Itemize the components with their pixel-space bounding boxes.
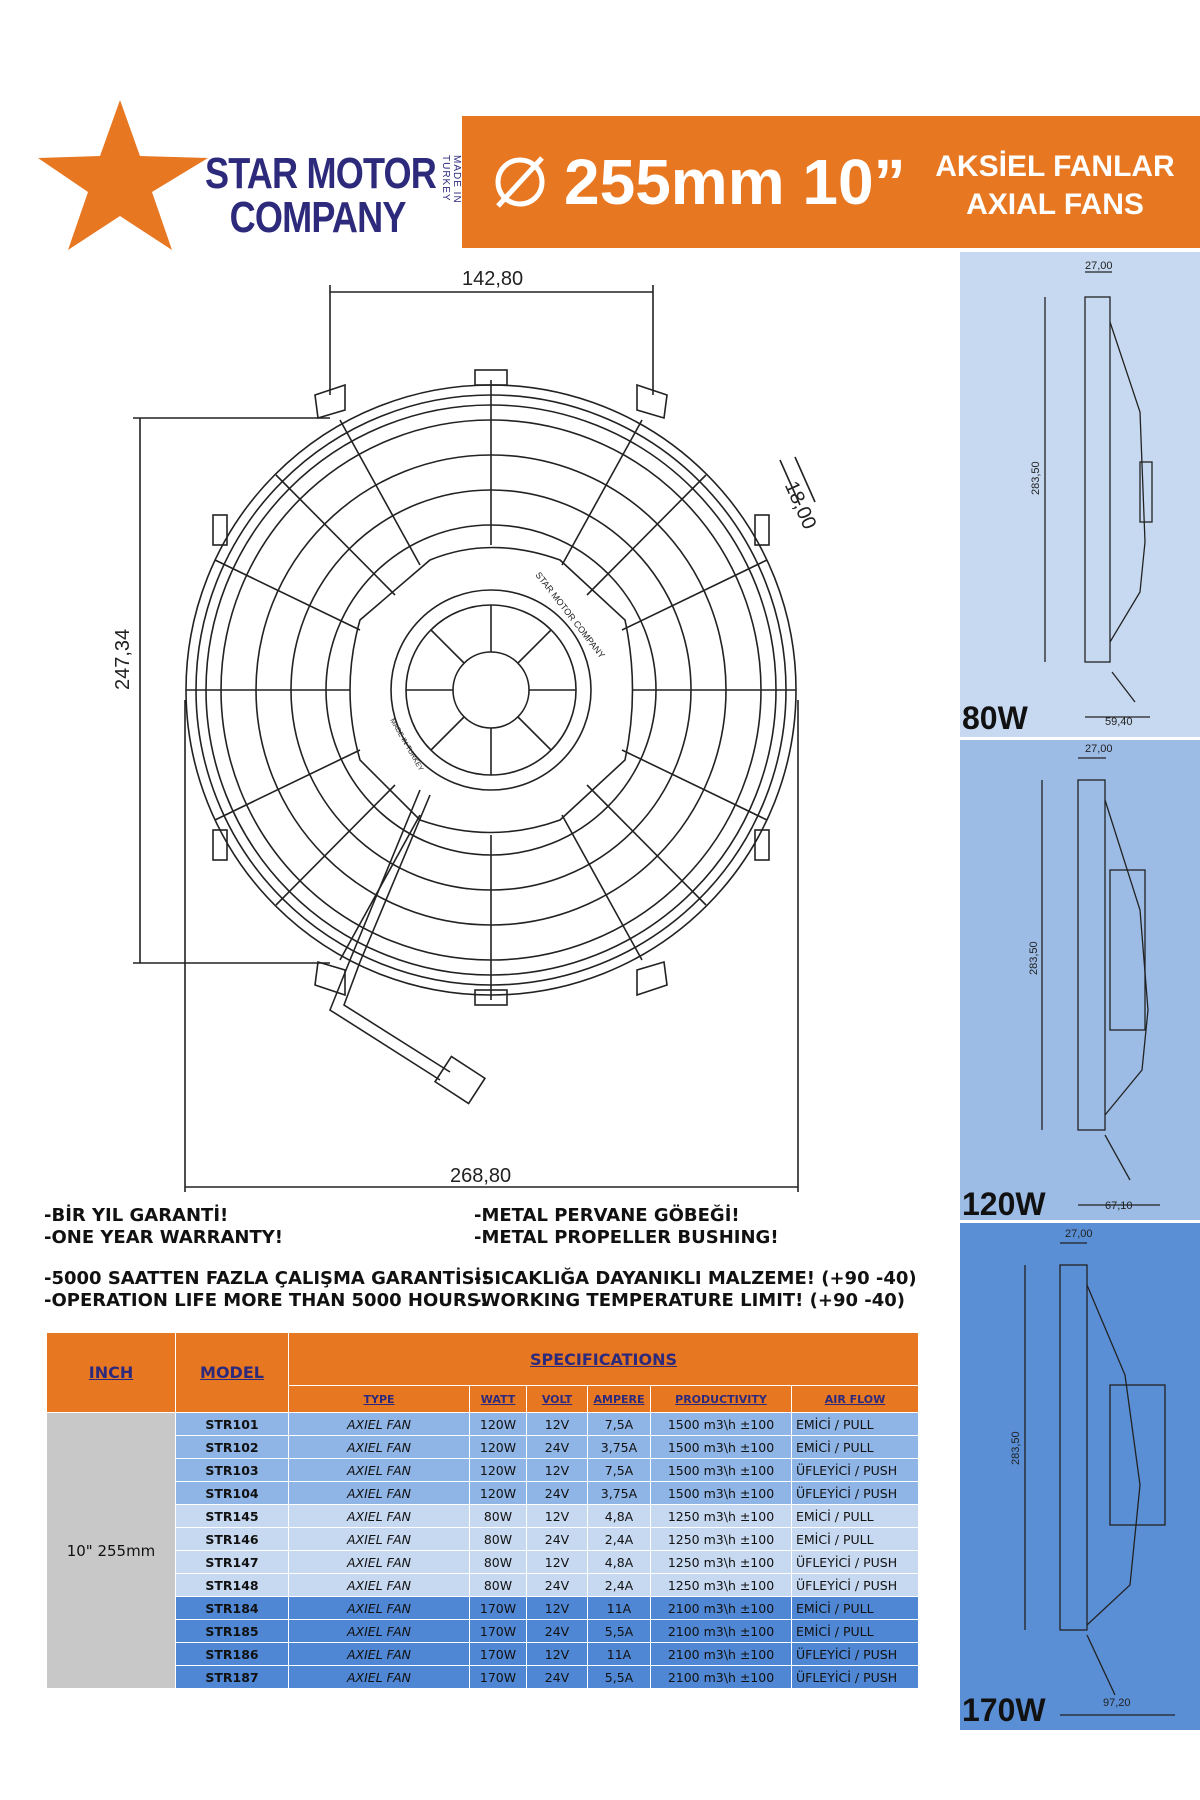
cell-volt: 24V	[527, 1574, 588, 1597]
cell-type: AXIEL FAN	[289, 1620, 470, 1643]
feature-operation-life-tr: -5000 SAATTEN FAZLA ÇALIŞMA GARANTİSİ!	[44, 1268, 490, 1289]
feature-warranty-tr: -BİR YIL GARANTİ!	[44, 1205, 229, 1226]
v120-depth-top: 27,00	[1085, 743, 1113, 755]
size-title	[490, 146, 906, 218]
cell-flow: EMİCİ / PULL	[792, 1436, 919, 1459]
cell-type: AXIEL FAN	[289, 1459, 470, 1482]
col-watt: WATT	[470, 1386, 527, 1413]
cell-amp: 4,8A	[588, 1551, 651, 1574]
cell-prod: 2100 m3\h ±100	[651, 1666, 792, 1689]
side-drawing-80w	[1030, 262, 1170, 722]
cell-prod: 1250 m3\h ±100	[651, 1528, 792, 1551]
cell-volt: 24V	[527, 1436, 588, 1459]
cell-model: STR184	[176, 1597, 289, 1620]
col-volt: VOLT	[527, 1386, 588, 1413]
fan-type-en: AXIAL FANS	[966, 188, 1144, 221]
cell-type: AXIEL FAN	[289, 1643, 470, 1666]
cell-volt: 24V	[527, 1528, 588, 1551]
cell-model: STR101	[176, 1413, 289, 1436]
dim-overall-width: 268,80	[450, 1165, 512, 1187]
cell-flow: EMİCİ / PULL	[792, 1620, 919, 1643]
feature-warranty-en: -ONE YEAR WARRANTY!	[44, 1227, 284, 1248]
cell-model: STR147	[176, 1551, 289, 1574]
cell-amp: 4,8A	[588, 1505, 651, 1528]
cell-flow: EMİCİ / PULL	[792, 1505, 919, 1528]
v120-depth-bottom: 67,10	[1105, 1200, 1133, 1212]
cell-flow: ÜFLEYİCİ / PUSH	[792, 1574, 919, 1597]
spec-table-body	[47, 1413, 919, 1689]
cell-flow: ÜFLEYİCİ / PUSH	[792, 1459, 919, 1482]
cell-watt: 120W	[470, 1459, 527, 1482]
cell-amp: 2,4A	[588, 1574, 651, 1597]
feature-warranty	[44, 1205, 283, 1249]
hub-brand-text: STAR MOTOR COMPANY	[533, 570, 607, 661]
variant-watt-170w: 170W	[962, 1692, 1046, 1728]
cell-volt: 12V	[527, 1505, 588, 1528]
cell-type: AXIEL FAN	[289, 1505, 470, 1528]
v80-height: 283,50	[1030, 461, 1042, 495]
cell-type: AXIEL FAN	[289, 1528, 470, 1551]
cell-prod: 2100 m3\h ±100	[651, 1643, 792, 1666]
cell-watt: 80W	[470, 1528, 527, 1551]
cell-model: STR148	[176, 1574, 289, 1597]
cell-model: STR102	[176, 1436, 289, 1459]
cell-prod: 2100 m3\h ±100	[651, 1620, 792, 1643]
cell-amp: 3,75A	[588, 1482, 651, 1505]
cell-watt: 170W	[470, 1666, 527, 1689]
cell-watt: 170W	[470, 1597, 527, 1620]
col-productivity: PRODUCTIVITY	[651, 1386, 792, 1413]
cell-volt: 12V	[527, 1643, 588, 1666]
cell-volt: 12V	[527, 1551, 588, 1574]
cell-flow: ÜFLEYİCİ / PUSH	[792, 1666, 919, 1689]
cell-volt: 24V	[527, 1666, 588, 1689]
company-logo-text	[205, 149, 436, 242]
variant-watt-120w: 120W	[962, 1186, 1046, 1222]
size-title-text: 255mm 10”	[564, 146, 906, 218]
cell-prod: 1500 m3\h ±100	[651, 1459, 792, 1482]
cell-watt: 80W	[470, 1551, 527, 1574]
cell-volt: 12V	[527, 1413, 588, 1436]
cell-type: AXIEL FAN	[289, 1413, 470, 1436]
dim-mount-spacing: 142,80	[462, 268, 524, 290]
col-type: TYPE	[289, 1386, 470, 1413]
table-row	[47, 1551, 919, 1574]
cell-flow: ÜFLEYİCİ / PUSH	[792, 1643, 919, 1666]
table-row	[47, 1620, 919, 1643]
cell-flow: EMİCİ / PULL	[792, 1413, 919, 1436]
v80-depth-top: 27,00	[1085, 260, 1113, 272]
v170-depth-top: 27,00	[1065, 1228, 1093, 1240]
cell-volt: 24V	[527, 1620, 588, 1643]
company-name-line2: COMPANY	[229, 193, 406, 242]
table-row	[47, 1574, 919, 1597]
cell-volt: 12V	[527, 1597, 588, 1620]
table-row	[47, 1482, 919, 1505]
fan-type-label	[935, 148, 1175, 224]
cell-flow: ÜFLEYİCİ / PUSH	[792, 1482, 919, 1505]
cell-volt: 24V	[527, 1482, 588, 1505]
cell-amp: 5,5A	[588, 1666, 651, 1689]
col-model: MODEL	[176, 1333, 289, 1413]
v120-height: 283,50	[1028, 941, 1040, 975]
cell-prod: 1250 m3\h ±100	[651, 1551, 792, 1574]
cell-watt: 170W	[470, 1643, 527, 1666]
cell-amp: 5,5A	[588, 1620, 651, 1643]
feature-bushing-en: -METAL PROPELLER BUSHING!	[474, 1227, 779, 1248]
col-ampere: AMPERE	[588, 1386, 651, 1413]
cell-flow: ÜFLEYİCİ / PUSH	[792, 1551, 919, 1574]
table-row	[47, 1528, 919, 1551]
cell-volt: 12V	[527, 1459, 588, 1482]
v170-depth-bottom: 97,20	[1103, 1697, 1131, 1709]
table-row	[47, 1666, 919, 1689]
cell-type: AXIEL FAN	[289, 1666, 470, 1689]
cell-prod: 1500 m3\h ±100	[651, 1436, 792, 1459]
feature-temperature-tr: -SICAKLIĞA DAYANIKLI MALZEME! (+90 -40)	[474, 1268, 917, 1289]
cell-watt: 120W	[470, 1413, 527, 1436]
dim-mount-height: 247,34	[112, 628, 134, 690]
cell-type: AXIEL FAN	[289, 1574, 470, 1597]
col-specifications: SPECIFICATIONS	[289, 1333, 919, 1386]
col-inch: INCH	[47, 1333, 176, 1413]
v170-height: 283,50	[1010, 1431, 1022, 1465]
cell-type: AXIEL FAN	[289, 1597, 470, 1620]
variant-watt-80w: 80W	[962, 700, 1028, 736]
fan-type-tr: AKSİEL FANLAR	[935, 150, 1175, 183]
cell-watt: 120W	[470, 1436, 527, 1459]
cell-watt: 80W	[470, 1505, 527, 1528]
cell-prod: 1250 m3\h ±100	[651, 1574, 792, 1597]
cell-model: STR103	[176, 1459, 289, 1482]
cell-type: AXIEL FAN	[289, 1436, 470, 1459]
cell-type: AXIEL FAN	[289, 1482, 470, 1505]
cell-amp: 7,5A	[588, 1459, 651, 1482]
cell-type: AXIEL FAN	[289, 1551, 470, 1574]
table-row	[47, 1413, 919, 1436]
cell-watt: 120W	[470, 1482, 527, 1505]
feature-temperature-en: -WORKING TEMPERATURE LIMIT! (+90 -40)	[474, 1290, 906, 1311]
cell-model: STR185	[176, 1620, 289, 1643]
cell-amp: 7,5A	[588, 1413, 651, 1436]
cell-model: STR146	[176, 1528, 289, 1551]
cell-prod: 1500 m3\h ±100	[651, 1482, 792, 1505]
table-row	[47, 1597, 919, 1620]
cell-watt: 80W	[470, 1574, 527, 1597]
cell-model: STR145	[176, 1505, 289, 1528]
spec-table	[46, 1332, 919, 1689]
cell-watt: 170W	[470, 1620, 527, 1643]
cell-model: STR104	[176, 1482, 289, 1505]
cell-prod: 1500 m3\h ±100	[651, 1413, 792, 1436]
cell-prod: 2100 m3\h ±100	[651, 1597, 792, 1620]
col-airflow: AIR FLOW	[792, 1386, 919, 1413]
inch-value: 10" 255mm	[47, 1413, 176, 1689]
diameter-icon	[490, 152, 550, 212]
cell-amp: 2,4A	[588, 1528, 651, 1551]
cell-flow: EMİCİ / PULL	[792, 1597, 919, 1620]
company-name-line1: STAR MOTOR	[205, 149, 436, 198]
feature-operation-life	[44, 1268, 490, 1312]
cell-model: STR187	[176, 1666, 289, 1689]
v80-depth-bottom: 59,40	[1105, 716, 1133, 728]
cell-model: STR186	[176, 1643, 289, 1666]
side-drawing-170w	[1015, 1235, 1185, 1725]
fan-front-drawing	[110, 255, 870, 1195]
table-row	[47, 1505, 919, 1528]
star-logo-icon	[38, 100, 213, 250]
cell-flow: EMİCİ / PULL	[792, 1528, 919, 1551]
dim-tab-size: 18,00	[779, 478, 821, 533]
cell-amp: 3,75A	[588, 1436, 651, 1459]
feature-operation-life-en: -OPERATION LIFE MORE THAN 5000 HOURS!	[44, 1290, 488, 1311]
cell-amp: 11A	[588, 1643, 651, 1666]
cell-amp: 11A	[588, 1597, 651, 1620]
made-in-label: MADE IN TURKEY	[440, 155, 462, 204]
hub-made-text: MADE IN TURKEY	[388, 717, 425, 773]
table-row	[47, 1643, 919, 1666]
table-row	[47, 1459, 919, 1482]
feature-bushing	[474, 1205, 779, 1249]
feature-temperature	[474, 1268, 917, 1312]
side-drawing-120w	[1030, 750, 1170, 1210]
cell-prod: 1250 m3\h ±100	[651, 1505, 792, 1528]
feature-bushing-tr: -METAL PERVANE GÖBEĞİ!	[474, 1205, 740, 1226]
table-row	[47, 1436, 919, 1459]
